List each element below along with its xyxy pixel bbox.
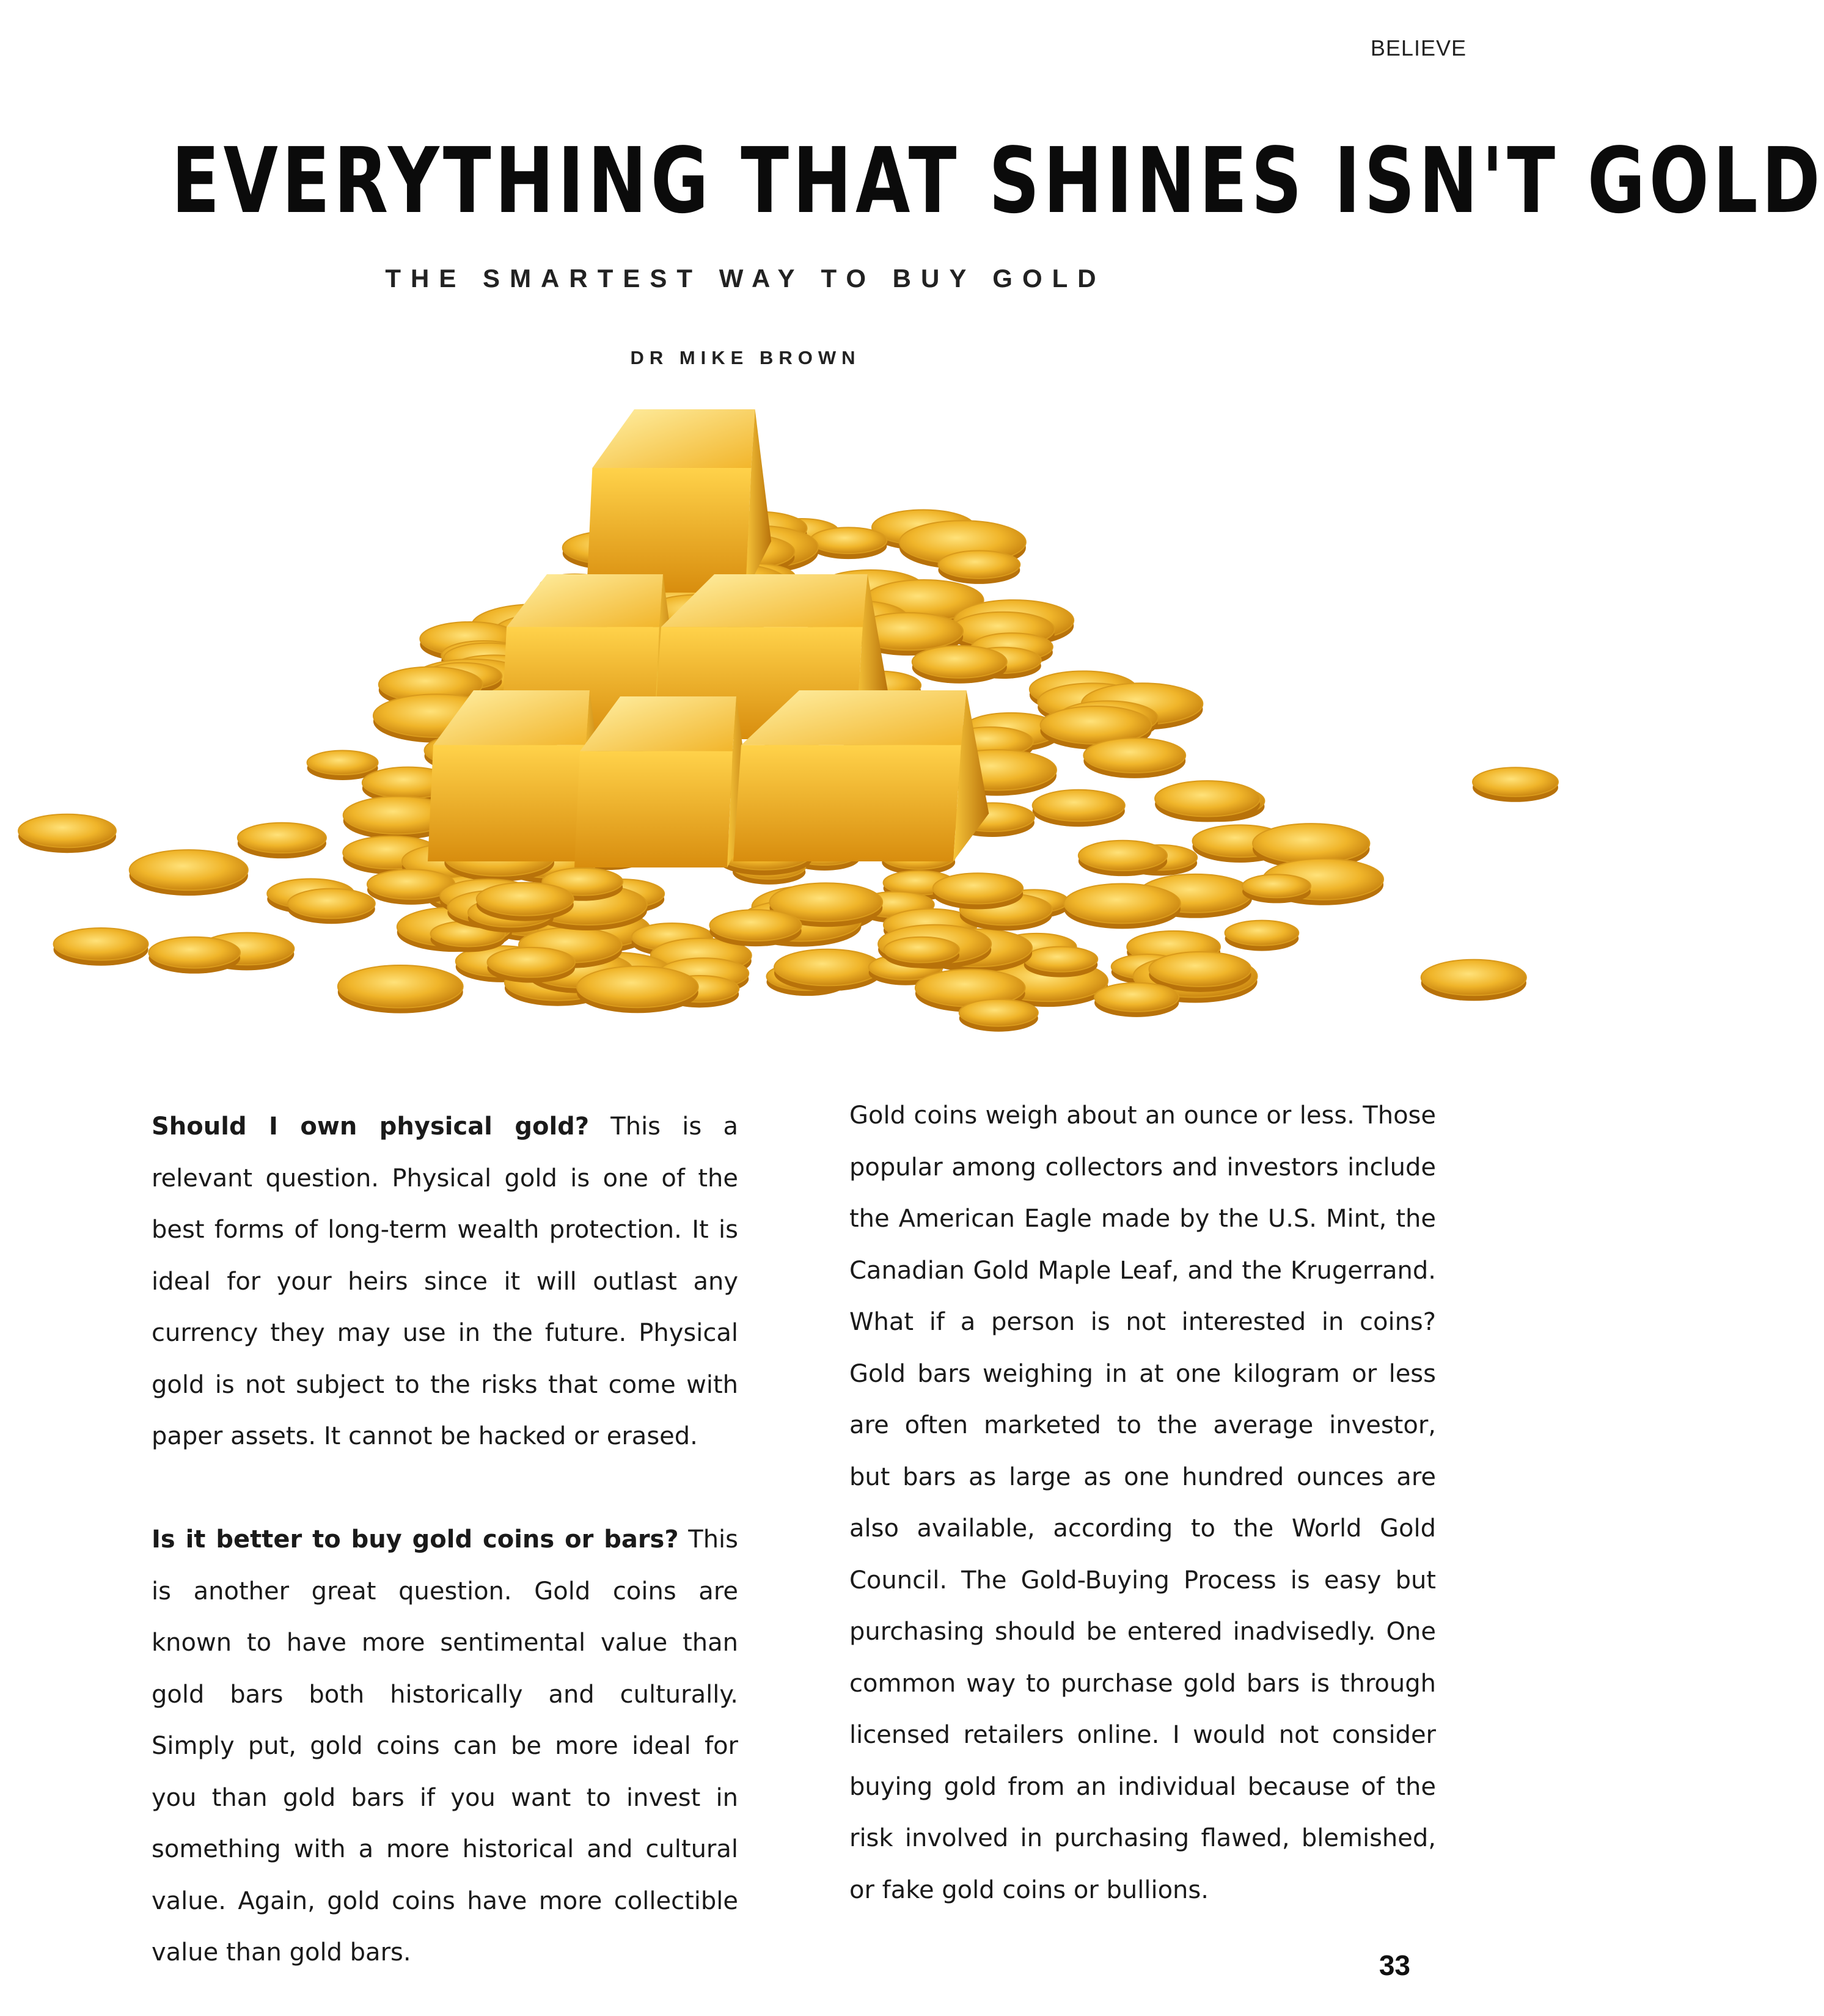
article-title: EVERYTHING THAT SHINES ISN'T GOLD [171,128,1824,233]
article-subtitle: THE SMARTEST WAY TO BUY GOLD [385,264,1106,293]
gold-coin [810,527,887,559]
article-author: DR MIKE BROWN [630,347,861,368]
paragraph-coins-or-bars [152,1514,738,1979]
gold-coin [130,850,248,896]
question-physical-gold: Should I own physical gold? [152,1112,590,1141]
gold-coin [933,873,1024,909]
gold-coin [959,999,1038,1032]
section-tag: BELIEVE [1370,35,1467,60]
page-number: 33 [1379,1949,1410,1981]
gold-coin [1079,841,1167,876]
gold-coin [1473,767,1558,802]
gold-coin [709,910,801,946]
gold-coin [238,823,326,858]
gold-coin [938,550,1020,584]
gold-coin [1225,921,1299,951]
paragraph-coins-and-bars: Gold coins weigh about an ounce or less. Those popular among collectors and investors include the American Eagle made by the U.S. Mint, the Canadian Gold Maple Leaf, and the Krugerrand. What if a person is not interested in coins? Gold bars weighing in at one kilogram or less are often marketed to the average investor, but bars as large as one hundred ounces are also available, according to the World Gold Council. The Gold-Buying Process is easy but purchasing should be entered inadvisedly. One common way to purchase gold bars is through licensed retailers online. I would not consider buying gold from an individual because of the risk involved in purchasing flawed, blemished, or fake gold coins or bullions. [849,1101,1436,1904]
gold-coin [577,966,698,1013]
gold-coin [1155,781,1260,822]
gold-coin [1033,790,1125,827]
gold-coin [1242,874,1311,903]
gold-coin [1094,983,1179,1017]
gold-coin [884,937,959,968]
gold-coin [774,949,881,992]
gold-coin [912,646,1007,684]
gold-coin [1024,947,1098,977]
gold-coin [18,814,116,853]
right-column [849,1090,1436,1916]
gold-coin [487,948,575,983]
gold-coin [288,889,375,924]
gold-coin [477,883,574,921]
gold-bar [587,409,771,593]
gold-coin [338,965,463,1013]
left-column [152,1101,738,1979]
gold-coin [1083,738,1185,778]
gold-coin [148,937,240,974]
paragraph-physical-gold [152,1101,738,1463]
gold-coin [1421,960,1526,1001]
answer-physical-gold: This is a relevant question. Physical gold is one of the best forms of long-term wealth protection. It is ideal for your heirs since it will outlast any currency they may use in the future. Physical gold is not subject to the risks that come with paper assets. It cannot be hacked or erased. [152,1112,738,1450]
gold-coin [1064,884,1181,929]
gold-coin [54,928,148,966]
question-coins-or-bars: Is it better to buy gold coins or bars? [152,1525,679,1554]
answer-coins-or-bars: This is another great question. Gold coins are known to have more sentimental value than gold bars both historically and culturally. Simply put, gold coins can be more ideal for you than gold bars if you want to invest in something with a more historical and cultural value. Again, gold coins have more collectible value than gold bars. [152,1525,739,1967]
gold-bars-and-coins-image [0,391,1558,1075]
